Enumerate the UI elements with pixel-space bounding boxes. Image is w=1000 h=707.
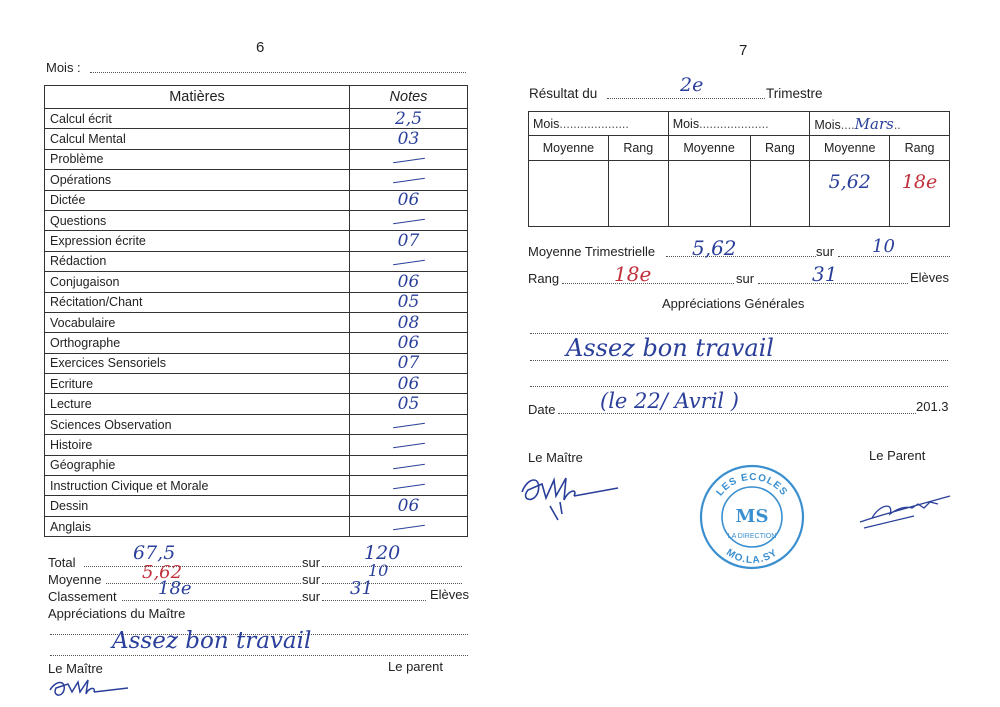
- classement-sur-dots: [322, 600, 426, 601]
- grade-row: [45, 333, 468, 353]
- appreciations-generales-label: Appréciations Générales: [662, 296, 805, 311]
- moyenne-2-value: [668, 161, 750, 227]
- subject-note: 05: [397, 292, 420, 313]
- subject-name: Instruction Civique et Morale: [45, 476, 350, 496]
- results-mois-row: [529, 112, 950, 136]
- subject-note-cell: [350, 292, 468, 312]
- mois-cell-2: Mois....................: [668, 112, 810, 136]
- maitre-signature-right: [514, 462, 624, 524]
- subject-name: Anglais: [45, 516, 350, 536]
- grade-row: [45, 353, 468, 373]
- total-sur-value: 120: [364, 542, 401, 564]
- stamp-center-text: MS: [735, 506, 769, 527]
- subject-note-cell: [350, 129, 468, 149]
- no-grade-dash: [393, 484, 425, 489]
- header-matieres: Matières: [45, 86, 350, 109]
- subject-name: Orthographe: [45, 333, 350, 353]
- grade-row: [45, 374, 468, 394]
- grade-row: [45, 170, 468, 190]
- date-label: Date: [528, 402, 556, 417]
- subject-name: Ecriture: [45, 374, 350, 394]
- total-value: 67,5: [133, 542, 176, 564]
- total-dots: [84, 566, 301, 567]
- appreciation-dots-2: [50, 655, 468, 656]
- subject-name: Calcul écrit: [45, 109, 350, 129]
- subject-note: 2,5: [394, 108, 423, 129]
- grade-row: [45, 476, 468, 496]
- subject-note: 06: [397, 271, 420, 292]
- maitre-label-right: Le Maître: [528, 450, 583, 465]
- rang-3-value: 18e: [901, 171, 938, 193]
- subject-name: Dessin: [45, 496, 350, 516]
- subject-note-cell: [350, 353, 468, 373]
- moy-trim-dots: [666, 256, 816, 257]
- moyenne-1-value: [529, 161, 609, 227]
- subject-note: 06: [397, 373, 420, 394]
- grade-row: [45, 414, 468, 434]
- date-dots: [558, 413, 916, 414]
- stamp-bottom-text: MO.LA.SY: [724, 547, 780, 567]
- parent-label-right: Le Parent: [869, 448, 926, 463]
- subject-note-cell: [350, 333, 468, 353]
- subject-note-cell: [350, 516, 468, 536]
- subject-note: 06: [397, 496, 420, 517]
- subject-name: Calcul Mental: [45, 129, 350, 149]
- subject-note-cell: [350, 476, 468, 496]
- moyenne-sur-dots: [322, 583, 462, 584]
- subject-name: Histoire: [45, 435, 350, 455]
- subject-note: 03: [397, 129, 420, 150]
- col-rang-3: Rang: [890, 136, 950, 161]
- moyenne-sur-value: 10: [368, 561, 389, 580]
- grade-row: [45, 516, 468, 536]
- total-label: Total: [48, 555, 76, 570]
- grade-row: [45, 312, 468, 332]
- moyenne-3-cell: [810, 161, 890, 227]
- classement-sur-label: sur: [302, 589, 321, 604]
- classement-value: 18e: [158, 578, 192, 599]
- moyenne-sur-label: sur: [302, 572, 321, 587]
- subject-note-cell: [350, 251, 468, 271]
- subject-note-cell: [350, 312, 468, 332]
- trimestre-value: 2e: [680, 74, 704, 96]
- mois-1-label: Mois: [533, 116, 560, 131]
- subject-note-cell: [350, 455, 468, 475]
- col-rang-1: Rang: [608, 136, 668, 161]
- moyenne-trimestrielle-label: Moyenne Trimestrielle: [528, 244, 656, 259]
- subject-note-cell: [350, 149, 468, 169]
- date-value: (le 22/ Avril ): [600, 389, 740, 413]
- appreciation-maitre-text: Assez bon travail: [112, 628, 312, 654]
- rang-3-cell: [890, 161, 950, 227]
- subject-name: Sciences Observation: [45, 414, 350, 434]
- mois-cell-3: Mois....Mars..: [810, 112, 950, 136]
- subject-note-cell: [350, 374, 468, 394]
- grade-row: [45, 109, 468, 129]
- subject-note-cell: [350, 109, 468, 129]
- no-grade-dash: [393, 524, 425, 529]
- moyenne-value: 5,62: [142, 562, 183, 583]
- rang-1-value: [608, 161, 668, 227]
- classement-label: Classement: [48, 589, 117, 604]
- grade-row: [45, 272, 468, 292]
- svg-text:LES ECOLES: [714, 472, 789, 498]
- header-notes: Notes: [350, 86, 468, 109]
- grades-header-row: [45, 86, 468, 109]
- classement-sur-value: 31: [350, 578, 373, 599]
- rang-sur-value: 31: [812, 262, 838, 286]
- subject-name: Dictée: [45, 190, 350, 210]
- grade-row: [45, 190, 468, 210]
- subject-note-cell: [350, 435, 468, 455]
- grade-row: [45, 394, 468, 414]
- rang-label: Rang: [528, 271, 560, 286]
- moyenne-label: Moyenne: [48, 572, 102, 587]
- rang-sur-label: sur: [736, 271, 755, 286]
- no-grade-dash: [393, 443, 425, 448]
- col-moyenne-3: Moyenne: [810, 136, 890, 161]
- mois-3-value: Mars: [854, 114, 894, 133]
- no-grade-dash: [393, 157, 425, 162]
- subject-name: Lecture: [45, 394, 350, 414]
- rang-value: 18e: [614, 262, 652, 286]
- school-stamp: [697, 462, 807, 570]
- rang-2-value: [750, 161, 810, 227]
- year-value: 201.3: [916, 399, 949, 414]
- classement-dots: [122, 600, 301, 601]
- no-grade-dash: [393, 219, 425, 224]
- maitre-signature-left: [44, 672, 134, 704]
- total-sur-dots: [322, 566, 462, 567]
- subject-name: Récitation/Chant: [45, 292, 350, 312]
- subject-note-cell: [350, 496, 468, 516]
- maitre-label-left: Le Maître: [48, 661, 103, 676]
- moy-trim-sur-value: 10: [872, 236, 895, 257]
- mois-cell-1: Mois....................: [529, 112, 669, 136]
- subject-note-cell: [350, 210, 468, 230]
- subject-note: 05: [397, 394, 420, 415]
- grade-row: [45, 292, 468, 312]
- mois-2-label: Mois: [672, 116, 700, 131]
- grade-row: [45, 149, 468, 169]
- col-moyenne-1: Moyenne: [529, 136, 609, 161]
- resultat-label: Résultat du: [529, 86, 598, 101]
- grade-row: [45, 251, 468, 271]
- results-table: [528, 111, 950, 227]
- no-grade-dash: [393, 259, 425, 264]
- subject-name: Exercices Sensoriels: [45, 353, 350, 373]
- total-sur-label: sur: [302, 555, 321, 570]
- no-grade-dash: [393, 178, 425, 183]
- subject-note: 06: [397, 332, 420, 353]
- parent-signature: [854, 474, 964, 534]
- subject-name: Géographie: [45, 455, 350, 475]
- grade-row: [45, 496, 468, 516]
- results-values-row: [529, 161, 950, 227]
- subject-note: 07: [397, 353, 420, 374]
- parent-label-left: Le parent: [388, 659, 443, 674]
- subject-name: Expression écrite: [45, 231, 350, 251]
- subject-note: 08: [397, 312, 420, 333]
- app-gen-dots-3: [530, 386, 948, 387]
- subject-name: Opérations: [45, 170, 350, 190]
- stamp-middle-text: LA DIRECTION: [727, 533, 777, 540]
- grade-row: [45, 455, 468, 475]
- subject-note: 06: [397, 190, 420, 211]
- col-moyenne-2: Moyenne: [668, 136, 750, 161]
- grade-row: [45, 210, 468, 230]
- col-rang-2: Rang: [750, 136, 810, 161]
- moyenne-dots: [106, 583, 301, 584]
- moyenne-3-value: 5,62: [828, 171, 871, 193]
- stamp-top-text: LES ECOLES: [714, 471, 790, 499]
- subject-note-cell: [350, 272, 468, 292]
- subject-note-cell: [350, 190, 468, 210]
- moy-trim-sur-label: sur: [816, 244, 835, 259]
- appreciation-generale-text: Assez bon travail: [566, 334, 774, 362]
- no-grade-dash: [393, 463, 425, 468]
- subject-name: Vocabulaire: [45, 312, 350, 332]
- mois-3-label: Mois: [814, 117, 841, 132]
- grade-row: [45, 435, 468, 455]
- grades-table: [44, 85, 468, 537]
- grade-row: [45, 129, 468, 149]
- subject-note-cell: [350, 394, 468, 414]
- subject-name: Problème: [45, 149, 350, 169]
- subject-name: Questions: [45, 210, 350, 230]
- no-grade-dash: [393, 423, 425, 428]
- resultat-dots: [607, 98, 765, 99]
- trimestre-label: Trimestre: [766, 86, 823, 101]
- subject-name: Conjugaison: [45, 272, 350, 292]
- results-header-row: [529, 136, 950, 161]
- left-page-number: 6: [256, 39, 265, 56]
- mois-dotted-line: [90, 72, 466, 73]
- appreciations-maitre-label: Appréciations du Maître: [48, 606, 186, 621]
- moyenne-trimestrielle-value: 5,62: [692, 236, 737, 260]
- subject-note-cell: [350, 170, 468, 190]
- subject-name: Rédaction: [45, 251, 350, 271]
- grade-row: [45, 231, 468, 251]
- subject-note-cell: [350, 414, 468, 434]
- subject-note-cell: [350, 231, 468, 251]
- subject-note: 07: [397, 231, 420, 252]
- eleves-label: Elèves: [430, 587, 470, 602]
- mois-label: Mois :: [46, 60, 81, 75]
- right-page-number: 7: [739, 42, 748, 59]
- rang-eleves-label: Elèves: [910, 270, 950, 285]
